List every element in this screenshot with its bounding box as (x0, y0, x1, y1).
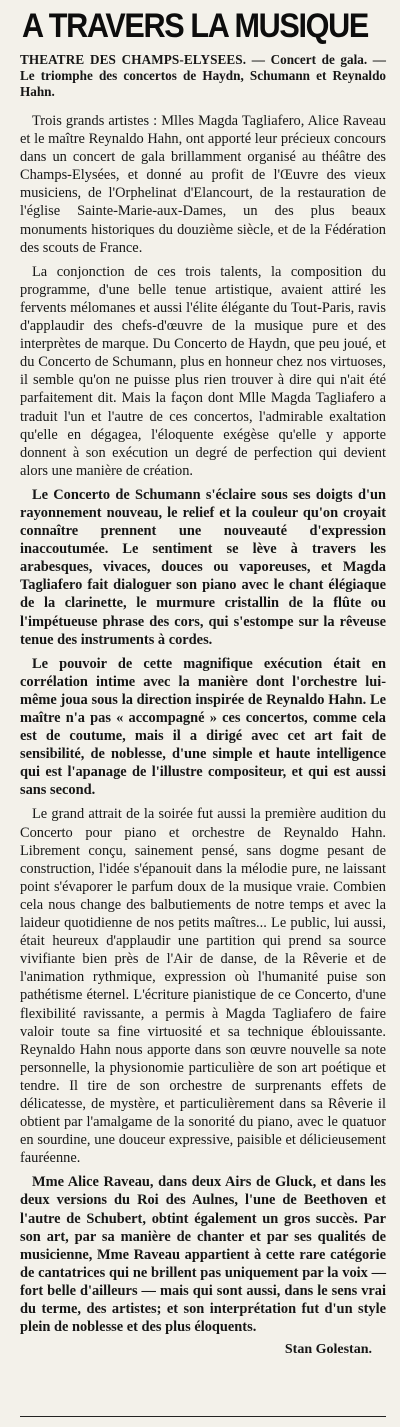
article-headline: A TRAVERS LA MUSIQUE (22, 7, 368, 45)
lede-subtitle: — Concert de gala. — Le triomphe des concertos de Haydn, Schumann et Reynaldo Hahn. (20, 52, 386, 99)
paragraph-haydn-schumann: La conjonction de ces trois talents, la composition du programme, d'une belle tenue artistique, avaient attiré les fervents mélomanes et aussi l'élite élégante du Tout-Paris, ravis d'applaudir des chefs-d'œuvre de la musique pure et des interprètes de marque. Du Concerto de Haydn, que peu joué, et du Concerto de Schumann, plus en honneur chez nos virtuoses, il semble qu'on ne puisse plus rien trouver à dire qui n'ait été parfaitement dit. Mais la façon dont Mlle Magda Tagliafero a traduit l'un et l'autre de ces concertos, l'admirable exaltation qu'elle en dégagea, l'éloquente exégèse qu'elle y apporte donnent à son exécution un degré de perfection qui devient alors une manière de création. (20, 263, 386, 479)
lede-venue: THEATRE DES CHAMPS-ELYSEES. (20, 52, 247, 67)
paragraph-hahn-concerto: Le grand attrait de la soirée fut aussi la première audition du Concerto pour piano et orchestre de Reynaldo Hahn. Librement conçu, sainement pensé, sans dogme pesant de construction, l'idée s'épanouit dans la mélodie pure, ne laissant point s'évaporer le parfum doux de la musique vraie. Combien cela nous change des balbutiements de notre temps et avec la laideur quotidienne de nos petits maîtres... Le public, lui aussi, était heureux d'applaudir une partition qui prend sa source vivifiante bien près de l'Air de danse, de la Rêverie et de l'animation rythmique, expression où l'humanité puise son pathétisme éternel. L'écriture pianistique de ce Concerto, d'une flexibilité ravissante, a permis à Magda Tagliafero de faire valoir toute sa fine virtuosité et sa technique éblouissante. Reynaldo Hahn nous apporte dans son œuvre nouvelle sa note personnelle, la physionomie particulière de son art poétique et tendre. Il tire de son orchestre de surprenants effets de délicatesse, de mystère, et particulièrement dans sa Rêverie il obtient par l'amalgame de la sonorité du piano, avec le quatuor en sourdine, une douceur expressive, paisible et délicieusement fauréenne. (20, 806, 386, 1167)
article-lede (20, 52, 386, 100)
bottom-divider (20, 1416, 386, 1417)
article-signature: Stan Golestan. (284, 1342, 372, 1358)
paragraph-schumann-concerto: Le Concerto de Schumann s'éclaire sous ses doigts d'un rayonnement nouveau, le relief et la couleur qu'on croyait connaître prennent une nouveauté d'expression inaccoutumée. Le sentiment se lève à travers les arabesques, vivaces, douces ou vaporeuses, et Magda Tagliafero fait dialoguer son piano avec le chant élégiaque de la clarinette, le murmure cristallin de la flûte ou l'impétueuse phrase des cors, qui s'estompe sur la rêveuse tenue des instruments à cordes. (20, 486, 386, 648)
paragraph-raveau: Mme Alice Raveau, dans deux Airs de Gluck, et dans les deux versions du Roi des Aulnes, l'une de Beethoven et l'autre de Schubert, obtint également un gros succès. Par son art, par sa manière de chanter et par ses qualités de musicienne, Mme Raveau appartient à cette rare catégorie de cantatrices qui ne brillent pas uniquement par la voix — fort belle d'ailleurs — mais qui sont aussi, dans le sens vrai du terme, des artistes; et son interprétation fut d'un style plein de noblesse et des plus éloquents. (20, 1174, 386, 1336)
paragraph-orchestra: Le pouvoir de cette magnifique exécution était en corrélation intime avec la manière dont l'orchestre lui-même joua sous la direction inspirée de Reynaldo Hahn. Le maître n'a pas « accompagné » ces concertos, comme cela est de coutume, mais il a dirigé avec cet art fait de sensibilité, de noblesse, d'une simple et haute intelligence qui est l'apanage de l'illustre compositeur, et qui est aussi sans second. (20, 655, 386, 799)
paragraph-intro: Trois grands artistes : Mlles Magda Tagliafero, Alice Raveau et le maître Reynaldo Hahn, ont apporté leur précieux concours dans un concert de gala brillamment organisé au théâtre des Champs-Elysées, et donné au profit de l'Œuvre des vieux musiciens, de l'Orphelinat d'Elancourt, de la restauration de l'église Sainte-Marie-aux-Dames, un des plus beaux monuments historiques du douzième siècle, et de la Fédération des scouts de France. (20, 113, 386, 256)
